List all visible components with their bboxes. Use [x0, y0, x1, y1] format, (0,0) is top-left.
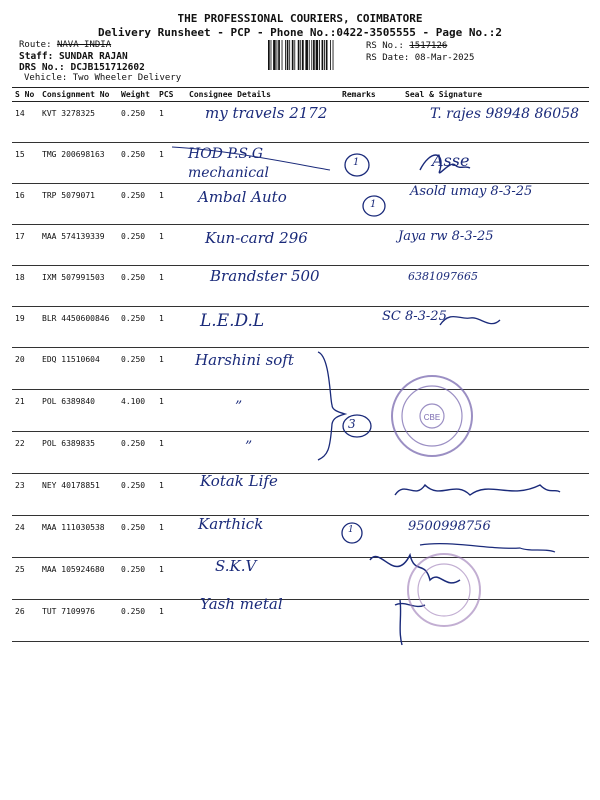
consignment-cell: TUT 7109976 — [39, 600, 118, 642]
weight-cell: 0.250 — [118, 474, 156, 516]
rs-date-line: RS Date: 08-Mar-2025 — [366, 53, 475, 63]
table-row — [12, 600, 589, 642]
sno-cell: 18 — [12, 266, 39, 307]
sno-cell: 15 — [12, 143, 39, 184]
consignee-handwriting: L.E.D.L — [200, 311, 265, 331]
route-label: Route: — [19, 40, 52, 50]
barcode-bar — [333, 40, 334, 70]
consignment-cell: MAA 574139339 — [39, 225, 118, 266]
drs-line: DRS No.: DCJB151712602 — [19, 62, 145, 73]
barcode-bar — [282, 40, 283, 70]
consignment-cell: POL 6389835 — [39, 432, 118, 474]
consignment-cell: IXM 507991503 — [39, 266, 118, 307]
consignee-handwriting: ” — [245, 439, 253, 455]
remarks-cell — [339, 102, 393, 143]
col-header-remarks: Remarks — [339, 88, 393, 102]
pcs-cell: 1 — [156, 225, 186, 266]
remarks-cell — [339, 516, 393, 558]
signature-handwriting: Asold umay 8-3-25 — [410, 184, 533, 199]
table-row — [12, 307, 589, 348]
consignment-cell: BLR 4450600846 — [39, 307, 118, 348]
barcode-bar — [277, 40, 278, 70]
sno-cell: 26 — [12, 600, 39, 642]
weight-cell: 0.250 — [118, 516, 156, 558]
consignment-cell: TMG 200698163 — [39, 143, 118, 184]
barcode-bar — [273, 40, 276, 70]
remarks-cell — [339, 600, 393, 642]
sno-cell: 23 — [12, 474, 39, 516]
table-row — [12, 474, 589, 516]
pcs-cell: 1 — [156, 143, 186, 184]
weight-cell: 4.100 — [118, 390, 156, 432]
weight-cell: 0.250 — [118, 102, 156, 143]
consignee-handwriting: Yash metal — [200, 595, 283, 613]
barcode-bar — [309, 40, 310, 70]
barcode-bar — [319, 40, 320, 70]
barcode-bar — [287, 40, 289, 70]
rs-no-value: 1517126 — [409, 41, 448, 51]
barcode-bar — [311, 40, 312, 70]
col-header-pcs: PCS — [156, 88, 186, 102]
company-title: THE PROFESSIONAL COURIERS, COIMBATORE — [177, 12, 423, 25]
barcode-bar — [271, 40, 272, 70]
consignment-cell: TRP 5079071 — [39, 184, 118, 225]
barcode-bar — [324, 40, 325, 70]
col-header-consignee: Consignee Details — [186, 88, 339, 102]
pcs-cell: 1 — [156, 600, 186, 642]
col-header-weight: Weight — [118, 88, 156, 102]
consignee-handwriting: Ambal Auto — [198, 188, 287, 206]
signature-cell — [393, 143, 589, 184]
consignment-cell: POL 6389840 — [39, 390, 118, 432]
col-header-sno: S No — [12, 88, 39, 102]
consignee-cell — [186, 390, 339, 432]
sno-cell: 17 — [12, 225, 39, 266]
consignee-handwriting: Karthick — [198, 515, 264, 533]
signature-cell — [393, 600, 589, 642]
pcs-cell: 1 — [156, 102, 186, 143]
signature-handwriting: Jaya rw 8-3-25 — [398, 229, 494, 244]
consignment-cell: KVT 3278325 — [39, 102, 118, 143]
remarks-cell — [339, 225, 393, 266]
sno-cell: 24 — [12, 516, 39, 558]
weight-cell: 0.250 — [118, 348, 156, 390]
col-header-consignment: Consignment No — [39, 88, 118, 102]
sno-cell: 16 — [12, 184, 39, 225]
barcode-bar — [302, 40, 304, 70]
remark-handwriting: 3 — [348, 417, 356, 431]
consignee-handwriting: ” — [235, 399, 243, 415]
weight-cell: 0.250 — [118, 558, 156, 600]
signature-handwriting: T. rajes 98948 86058 — [430, 106, 580, 122]
barcode — [268, 40, 360, 70]
remarks-cell — [339, 184, 393, 225]
weight-cell: 0.250 — [118, 143, 156, 184]
pcs-cell: 1 — [156, 432, 186, 474]
table-row — [12, 558, 589, 600]
table-row — [12, 390, 589, 432]
barcode-bar — [300, 40, 301, 70]
remarks-cell — [339, 266, 393, 307]
sno-cell: 21 — [12, 390, 39, 432]
barcode-bar — [298, 40, 300, 70]
barcode-bar — [285, 40, 286, 70]
sno-cell: 19 — [12, 307, 39, 348]
signature-handwriting: 6381097665 — [408, 270, 478, 283]
consignee-handwriting: my travels 2172 — [205, 104, 328, 122]
barcode-bar — [305, 40, 308, 70]
sno-cell: 25 — [12, 558, 39, 600]
signature-cell — [393, 432, 589, 474]
signature-cell — [393, 390, 589, 432]
sno-cell: 22 — [12, 432, 39, 474]
consignee-handwriting: S.K.V — [215, 557, 257, 575]
signature-handwriting: Asse — [432, 151, 470, 170]
signature-cell — [393, 474, 589, 516]
consignee-handwriting: Kotak Life — [200, 472, 278, 490]
consignment-cell: MAA 111030538 — [39, 516, 118, 558]
route-line — [19, 40, 111, 50]
weight-cell: 0.250 — [118, 266, 156, 307]
barcode-bar — [292, 40, 294, 70]
pcs-cell: 1 — [156, 348, 186, 390]
signature-handwriting: SC 8-3-25 — [382, 309, 447, 324]
stamp-center-text: CBE — [423, 413, 441, 422]
consignment-cell: EDQ 11510604 — [39, 348, 118, 390]
signature-handwriting: 9500998756 — [408, 519, 491, 534]
consignee-cell — [186, 432, 339, 474]
sno-cell: 14 — [12, 102, 39, 143]
table-row — [12, 432, 589, 474]
remarks-cell — [339, 348, 393, 390]
sno-cell: 20 — [12, 348, 39, 390]
consignment-cell: MAA 105924680 — [39, 558, 118, 600]
weight-cell: 0.250 — [118, 225, 156, 266]
barcode-bar — [294, 40, 295, 70]
staff-line: Staff: SUNDAR RAJAN — [19, 51, 128, 62]
table-row — [12, 516, 589, 558]
rs-no-label: RS No.: — [366, 41, 404, 51]
consignment-cell: NEY 40178851 — [39, 474, 118, 516]
barcode-bar — [289, 40, 290, 70]
barcode-bar — [330, 40, 331, 70]
rs-no-line — [366, 41, 447, 51]
consignee-handwriting: Kun-card 296 — [205, 229, 308, 247]
col-header-signature: Seal & Signature — [393, 88, 589, 102]
weight-cell: 0.250 — [118, 307, 156, 348]
weight-cell: 0.250 — [118, 432, 156, 474]
barcode-bar — [313, 40, 315, 70]
signature-cell — [393, 348, 589, 390]
barcode-bar — [278, 40, 280, 70]
barcode-bar — [316, 40, 319, 70]
pcs-cell: 1 — [156, 516, 186, 558]
weight-cell: 0.250 — [118, 600, 156, 642]
barcode-bar — [268, 40, 270, 70]
route-value: NAVA INDIA — [56, 40, 112, 50]
remark-handwriting: 1 — [370, 199, 377, 210]
remarks-cell — [339, 143, 393, 184]
consignee-handwriting: Harshini soft — [195, 351, 294, 369]
pcs-cell: 1 — [156, 307, 186, 348]
consignee-handwriting: HOD P.S.G mechanical — [188, 146, 269, 181]
remark-handwriting: 1 — [348, 525, 354, 535]
weight-cell: 0.250 — [118, 184, 156, 225]
pcs-cell: 1 — [156, 184, 186, 225]
pcs-cell: 1 — [156, 474, 186, 516]
consignee-handwriting: Brandster 500 — [210, 267, 320, 285]
pcs-cell: 1 — [156, 558, 186, 600]
remarks-cell — [339, 558, 393, 600]
pcs-cell: 1 — [156, 266, 186, 307]
pcs-cell: 1 — [156, 390, 186, 432]
table-header — [12, 88, 589, 102]
runsheet-subtitle: Delivery Runsheet - PCP - Phone No.:0422-3505555 - Page No.:2 — [98, 26, 502, 39]
table-row — [12, 348, 589, 390]
remark-handwriting: 1 — [353, 157, 360, 168]
signature-cell — [393, 558, 589, 600]
remarks-cell — [339, 474, 393, 516]
barcode-bar — [322, 40, 324, 70]
barcode-bar — [326, 40, 328, 70]
remarks-cell — [339, 432, 393, 474]
vehicle-line: Vehicle: Two Wheeler Delivery — [24, 73, 182, 83]
